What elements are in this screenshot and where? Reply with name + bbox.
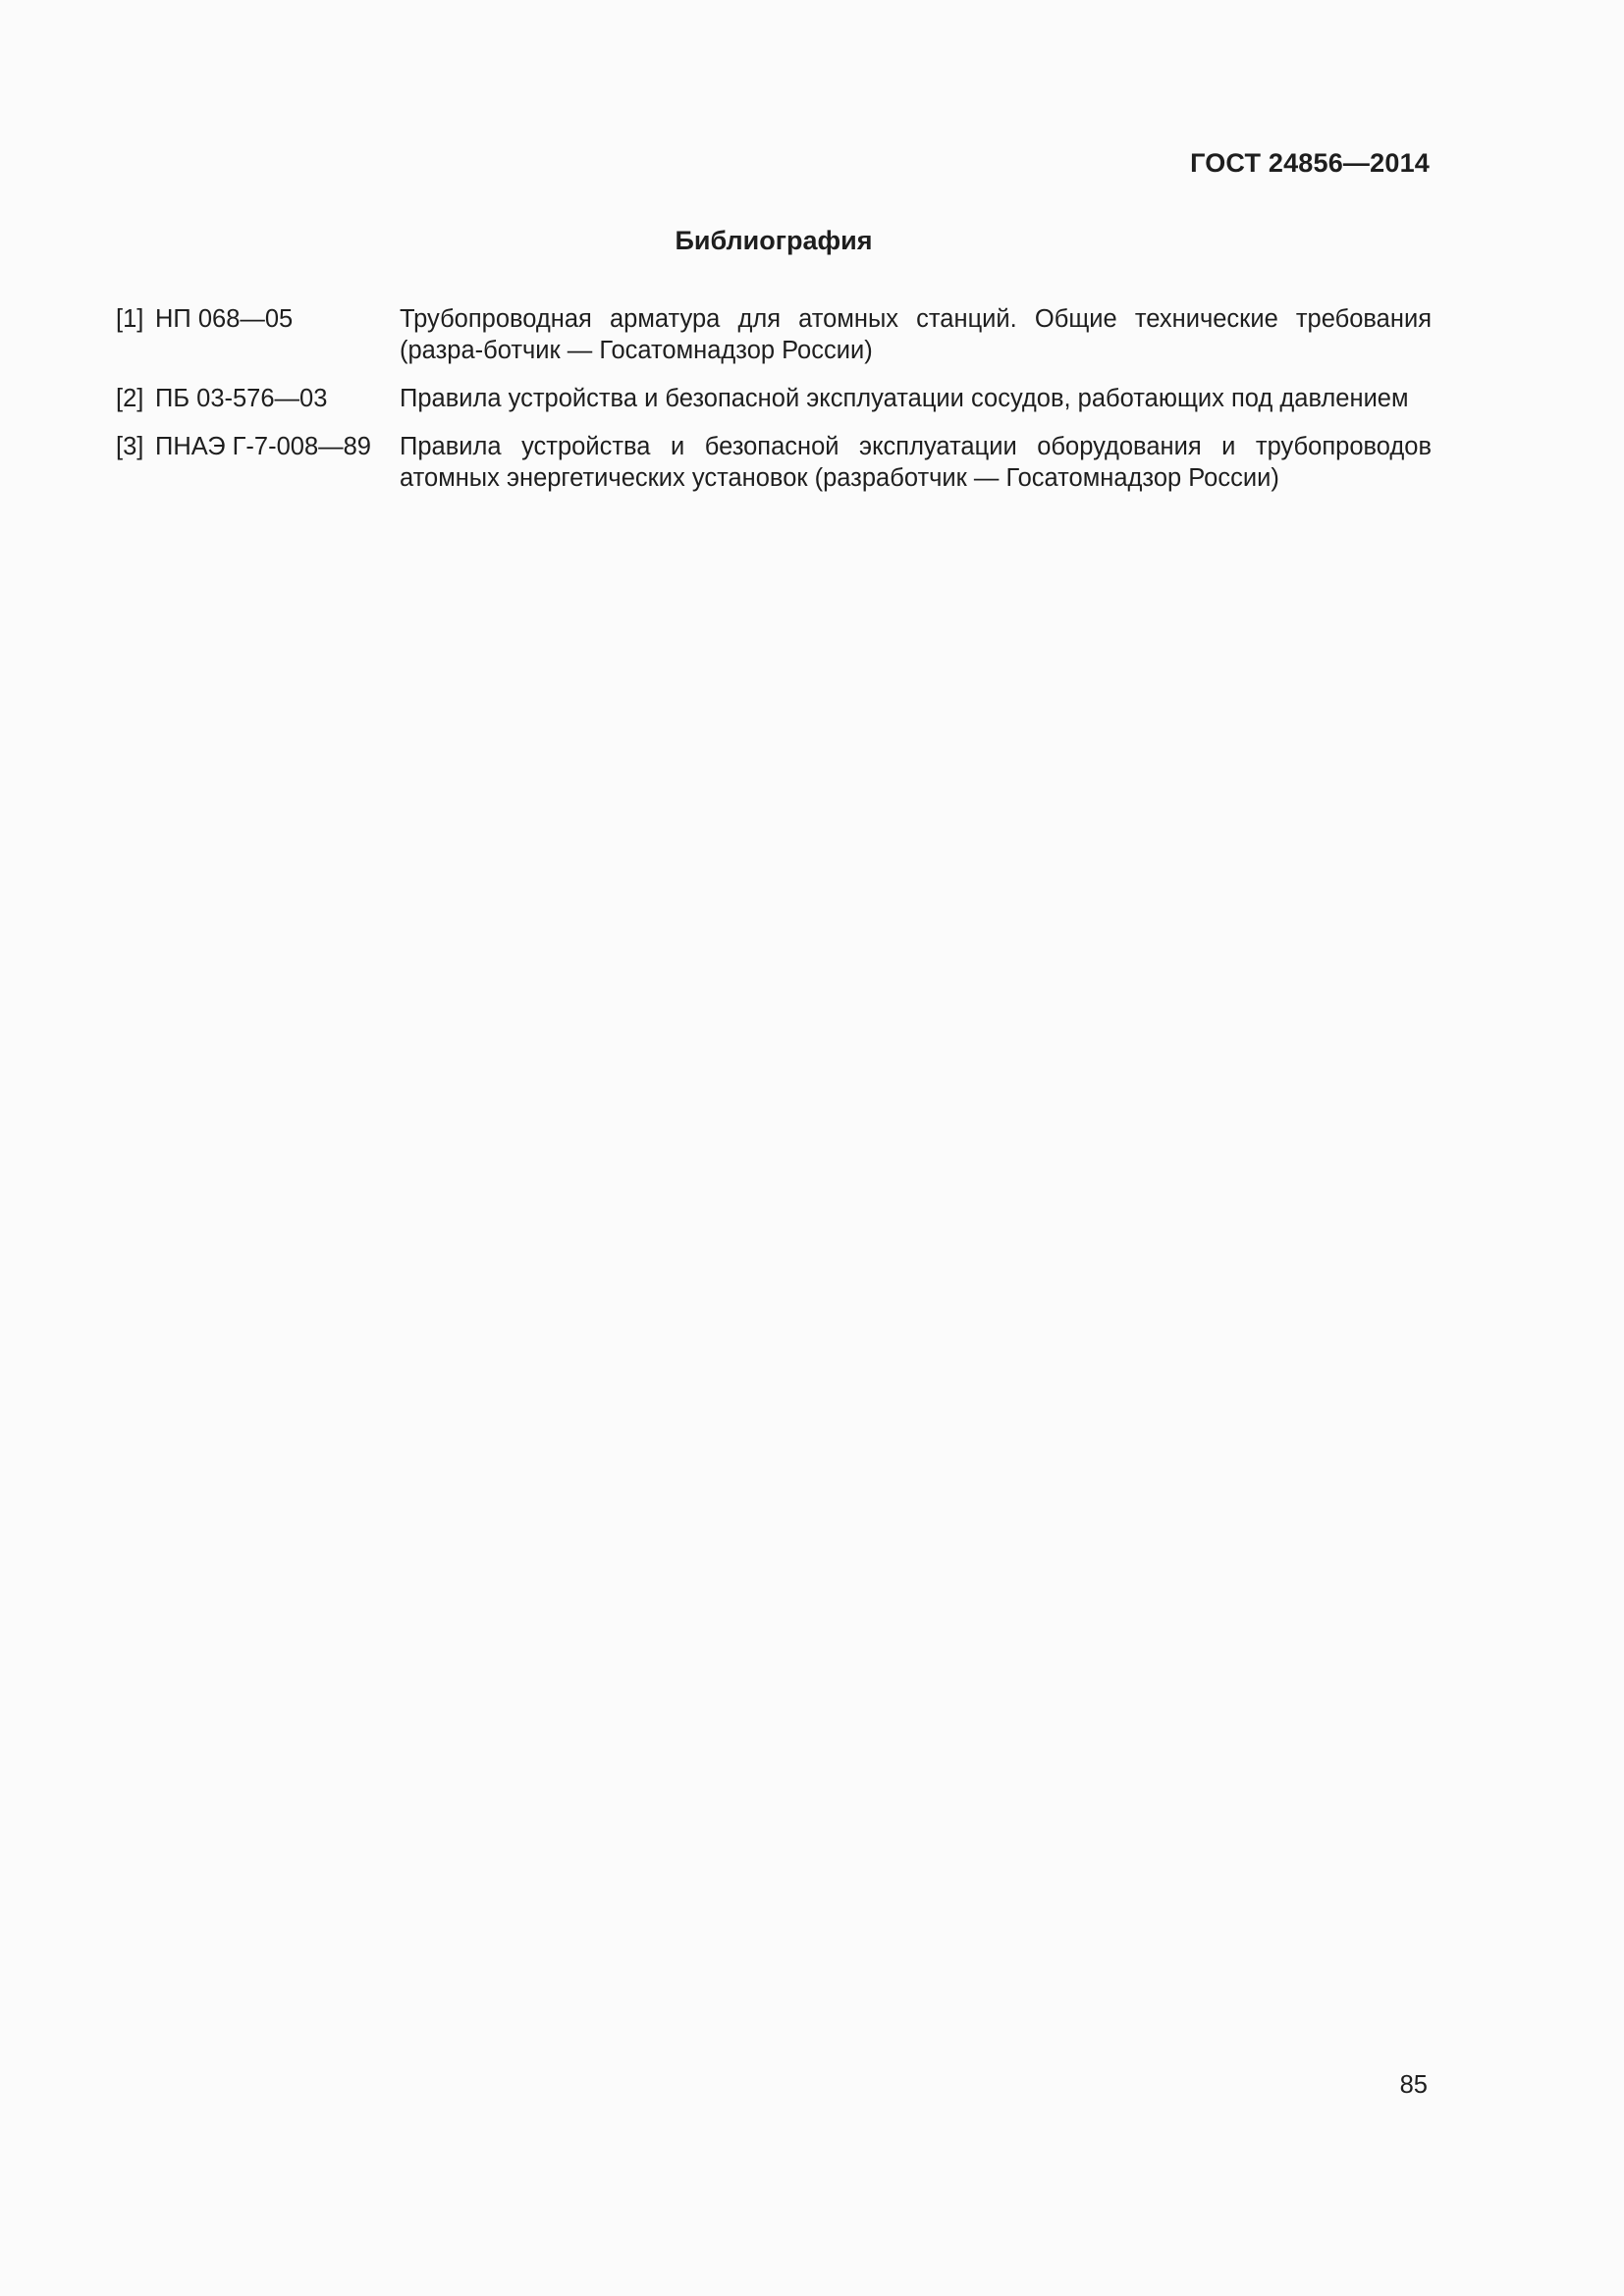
page-number: 85	[1399, 2071, 1428, 2099]
entry-number: [2]	[116, 385, 144, 412]
entry-code: ПБ 03-576—03	[155, 385, 328, 412]
entry-title: Трубопроводная арматура для атомных станций. Общие технические требования (разра-ботчик — Госатомнадзор России)	[400, 305, 1432, 364]
entry-code: НП 068—05	[155, 305, 294, 333]
document-code: ГОСТ 24856—2014	[1190, 148, 1430, 178]
entry-title: Правила устройства и безопасной эксплуатации оборудования и трубопроводов атомных энергетических установок (разработчик — Госатомнадзор России)	[400, 433, 1432, 492]
entry-code: ПНАЭ Г-7-008—89	[155, 433, 371, 460]
bibliography-list	[116, 303, 1432, 510]
bibliography-entry	[116, 303, 1432, 366]
entry-number: [3]	[116, 433, 144, 460]
section-title: Библиография	[675, 226, 873, 255]
entry-title: Правила устройства и безопасной эксплуатации сосудов, работающих под давлением	[400, 385, 1409, 412]
entry-number: [1]	[116, 305, 144, 333]
bibliography-entry	[116, 383, 1432, 414]
bibliography-entry	[116, 431, 1432, 494]
